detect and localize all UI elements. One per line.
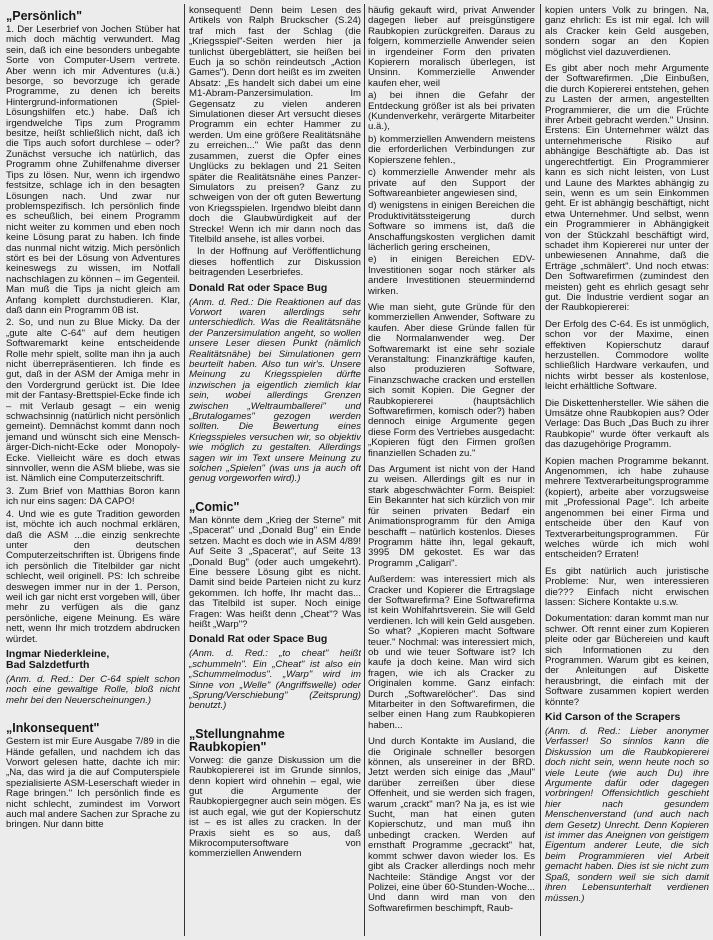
letter-paragraph: 4. Und wie es gute Tradition geworden ist, möchte ich auch nochmal erklären, daß die ASM ...die einzig senkrechte unter den deutschen Computerzeitschriften ist. Übrigens finde ich persönlich die Titelbilder gar nicht schlecht, weil originell. PS: Ich schreibe deswegen immer nur in der 1. Person, weil ich gar nicht erst vorgeben will, über mehr zu verfügen als die ganz persönliche, eigene Meinung. Es wäre nett, wenn Ihr mich trotzdem abdrucken würdet. xyxy=(6,508,180,645)
letter-paragraph: 1. Der Leserbrief von Jochen Stüber hat mich doch mächtig verwundert. Mag sein, daß ich eine besonders unbegabte Sorte von Computer-Usern vertrete. Aber wenn ich mir Adventures (u.ä.) besorge, so bevorzuge ich gerade Programme, zu denen ich bereits Hintergrund-informationen (Spiel- Lösungshilfen etc.) habe. Daß ich irgendwelche Tips zum Programm besitze, heißt schließlich nicht, daß ich die Tips auch sofort durchlese – oder? Zunächst versuche ich natürlich, das Programm ohne Zuhilfenahme diverser Tips zu lösen. Nur, wenn ich irgendwo festsitze, schlage ich in den besagten Lösungen nach. Und zwar nur problemspezifisch. Ich persönlich finde es scheußlich, bei einem Programm nicht weiter zu kommen und eben noch keine Lösung parat zu haben. Ich finde das nunmal nicht witzig. Mich persönlich stört es bei der Lösung von Adventures keineswegs zu wissen, im Notfall nachschlagen zu können – im Gegenteil. Man muß die Tips ja nicht gleich am Anfang komplett durchstudieren. Klar, daß dann ein Programm 0B ist. xyxy=(6,24,180,316)
letter-paragraph: Es gibt aber noch mehr Argumente der Softwarefirmen. „Die Einbußen, die durch Kopiererei entstehen, gehen zu Lasten der armen, angestellten Programmierer, die um die Früchte ihrer Arbeit gebracht werden." Unsinn. Erstens: Ein Unternehmer wälzt das unternehmerische Risiko auf abhängige Beschäftigte ab. Das ist ungerechtfertigt. Ein Programmierer kann es sich nicht leisten, von Lust und Laune des Marktes abhängig zu sein, wenn es um sein Einkommen geht. Er ist abhängig beschäftigt, nicht etwa Unternehmer. Und selbst, wenn ein Programmierer in Abhängigkeit von der Stückzahl beschäftigt wird, schadet ihm Kopiererei nur unter der unbewiesenen Annahme, daß die Erträge „schmälert". Und noch etwas: Den Softwarefirmen (zumindest den meisten) geht es ehrlich gesagt sehr gut. Die Industrie verdient sogar an der Raubkopiererei: xyxy=(545,63,709,314)
letter-heading: „Stellungnahme Raubkopien" xyxy=(189,726,285,754)
list-item: a) bei ihnen die Gefahr der Entdeckung größer ist als bei privaten (Kundenverkehr, verärgerte Mitarbeiter u.ä.), xyxy=(368,90,535,133)
list-item: c) kommerzielle Anwender mehr als private auf den Support der Softwareanbieter angewiesen sind, xyxy=(368,167,535,199)
letter-signature: Donald Rat oder Space Bug xyxy=(189,633,328,646)
column-3 xyxy=(368,6,535,936)
letter-heading: „Comic" xyxy=(189,499,240,514)
editor-note: (Anm. d. Red.: „to cheat" heißt „schummeln". Ein „Cheat" ist also ein „Schummelmodus". „Warp" wird im Sinne von „Welle" (Angriffswelle) oder „Sprung/Verschiebung" (Zeitsprung) benutzt.) xyxy=(189,648,361,712)
letter-paragraph: Kopien machen Programme bekannt. Angenommen, ich habe zuhause mehrere Textverarbeitungsprogramme (kopiert), arbeite aber vorzugsweise mit „Professional Page". Ich arbeite angenommen bei einer Firma und entscheide über den Kauf von Textverarbeitungsprogrammen. Für welches würde ich mich wohl entscheiden? Erraten! xyxy=(545,455,709,561)
letter-paragraph: 3. Zum Brief von Matthias Boron kann ich nur eins sagen: DA CAPO! xyxy=(6,485,180,508)
letter-heading: „Persönlich" xyxy=(6,9,83,23)
letter-paragraph: Der Erfolg des C-64. Es ist unmöglich, schon vor der Maxime, einen effektiven Kopierschutz darauf herzustellen. Commodore wollte schließlich Hardware verkaufen, und nichts wirbt besser als kostenlose, leicht erhältliche Software. xyxy=(545,318,709,393)
letter-signature xyxy=(6,649,180,671)
letter-paragraph: häufig gekauft wird, privat Anwender dagegen lieber auf preisgünstigere Raubkopien zurückgreifen. Daraus zu folgern, kommerzielle Anwender seien in irgendeiner Form den privaten Kopierern moralisch überlegen, ist Unsinn. Kommerzielle Anwender kaufen eher, weil xyxy=(368,6,535,89)
letter-paragraph: Man könnte dem „Krieg der Sterne" mit „Spacerat" und „Donald Bug" ein Ende setzen. Macht es doch wie in ASM 4/89! Auf Seite 3 „Spacerat", auf Seite 13 „Donald Bug" (oder auch umgekehrt). Eine bessere Lösung gibt es nicht. Damit sind beide Parteien nicht zu kurz gekommen. Ich hoffe, Ihr macht das... das Titelbild ist super. Noch einige Fragen: Was heißt denn „Cheat"? Was heißt „Warp"? xyxy=(189,514,361,630)
letter-paragraph: konsequent! Denn beim Lesen des Artikels von Ralph Bruckscher (S.24) traf mich fast der Schlag (die „Kriegsspiel"-Seiten werden hier ja tunlichst übergeblättert, sie heißen bei Euch ja so schön reindeutsch „Action Games"). Denn dort heißt es im zweiten Absatz: „Es handelt sich dabei um eine M1-Abram-Panzersimulation. Im Gegensatz zu vielen anderen Simulationen dieser Art versucht dieses Programm ein echter Hammer zu werden. Um eine größere Realitätsnähe zu erreichen..." Wie paßt das denn zusammen, zuerst die Opfer eines Unglücks zu beklagen und 21 Seiten später die Realitätsnähe eines Panzer-Simulators zu preisen? Ganz zu schweigen von der oft guten Bewertung von Kriegsspielen. Irgendwo bleibt dann doch die Glaubwürdigkeit auf der Strecke! Wenn ich mir dann noch das Titelbild ansehe, ist alles vorbei. xyxy=(189,6,361,245)
letter-paragraph: Wie man sieht, gute Gründe für den kommerziellen Anwender, Software zu kaufen. Aber diese Gründe fallen für die Normalanwender weg. Der Softwaremarkt ist eine sehr soziale Veranstaltung: Finanzkräftige kaufen, also produzieren Software, Finanzschwache cracken und erstellen sich somit Kopien. Die Gegner der Raubkopiererei (hauptsächlich Softwarefirmen, komisch oder?) haben dennoch einige Argumente gegen diese Form des Vertriebes ausgedacht: „Kopieren fügt den Firmen großen finanziellen Schaden zu." xyxy=(368,301,535,459)
editor-note: (Anm. d. Red.: Die Reaktionen auf das Vorwort waren allerdings sehr unterschiedlich. Was die Realitätsnähe der Panzersimulation angeht, so wollen unsere Leser diesen Punkt (nämlich Realitätsnähe) bei Simulationen gern beurteilt haben. Also tun wir's. Unsere Meinung zu Kriegsspielen dürfte inzwischen ja eigentlich ziemlich klar sein, wobei allerdings Grenzen zwischen „Weltraumballerei" und „Brutalogames" gezogen werden sollten. Die Bewertung eines Kriegsspieles versuchen wir, so objektiv wie möglich zu gestalten. Allerdings sagen wir im Text unsere Meinung zu solchen „Spielen" (was uns ja auch oft genug vorgeworfen wird).) xyxy=(189,296,361,485)
letter-signature: Kid Carson of the Scrapers xyxy=(545,711,681,723)
letter-paragraph: Vorweg: die ganze Diskussion um die Raubkopiererei ist im Grunde sinnlos, denn kopiert wird ohnehin – egal, wie gut die Argumente der Raubkopiergegner auch sein mögen. Es ist auch egal, wie gut der Kopierschutz ist – es ist alles zu cracken. In der Praxis sieht es so aus, daß Mikrocomputersoftware von kommerziellen Anwendern xyxy=(189,754,361,860)
list-item: e) in einigen Bereichen EDV-Investitionen sogar noch stärker als andere Investitionen steuermindernd wirken. xyxy=(368,254,535,297)
letter-paragraph: 2. So, und nun zu Blue Micky. Da der „gute alte C-64" auf dem heutigen Softwaremarkt keine entscheidende Rolle mehr spielt, sollte man ihn ja auch nicht überrepräsentieren. Ich finde es gut, daß in der ASM der Amiga mehr in den Vordergrund gerückt ist. Die Idee mit der Fantasy-Brettspiel-Ecke finde ich – mit Verlaub gesagt – ein wenig schwachsinnig (natürlich nicht persönlich gemeint). Demnächst kommt dann noch jemand und wünscht sich eine Mensch-ärger-Dich-nicht-Ecke oder Monopoly-Ecke. Vielleicht wäre es doch etwas sinnvoller, wenn die ASM bliebe, was sie ist. Nämlich eine Computerzeitschrift. xyxy=(6,317,180,485)
column-4 xyxy=(545,6,709,936)
column-2 xyxy=(189,6,361,936)
list-item: b) kommerziellen Anwendern meistens die erforderlichen Verbindungen zur Kopierszene fehlen., xyxy=(368,133,535,166)
signature-city: Bad Salzdetfurth xyxy=(6,658,90,671)
column-divider xyxy=(540,4,541,936)
letter-paragraph: Außerdem: was interessiert mich als Cracker und Kopierer die Ertragslage der Softwarefirma? Eine Softwarefirma ist kein Wohlfahrtsverein. Sie will Geld verdienen. Ich will kein Geld ausgeben. So what? „Kopieren macht Software teuer." Nochmal: was interessiert mich, ob und wie teuer Software ist? Ich kaufe ja doch keine. Man wird sich fragen, wie ich als Cracker zu Originalen komme. Ganz einfach: Durch „Softwarelöcher". Das sind Mitarbeiter in den Softwarefirmen, die selber einen Hang zum Raubkopieren haben... xyxy=(368,574,535,731)
letter-paragraph: Dokumentation: daran kommt man nur schwer. Oft rennt einer zum Kopieren pleite oder gar Büchereien und kauft sich Informationen zu den Programmen. Warum gibt es keinen, der Anleitungen auf Diskette herausbringt, die einfach mit der Software zusammen kopiert werden könnte? xyxy=(545,613,709,708)
editor-note: (Anm. d. Red.: Der C-64 spielt schon noch eine gewaltige Rolle, bloß nicht mehr bei den Neuerscheinungen.) xyxy=(6,673,180,706)
letter-paragraph: kopien unters Volk zu bringen. Na, ganz ehrlich: Es ist mir egal. Ich will als Cracker kein Geld ausgeben, sondern sogar an den Kopien möglichst viel dazuverdienen. xyxy=(545,6,709,58)
letter-signature: Donald Rat oder Space Bug xyxy=(189,281,328,294)
column-divider xyxy=(184,4,185,936)
editor-note: (Anm. d. Red.: Lieber anonymer Verfasser! So sinnlos kann die Diskussion um die Raubkopiererei doch nicht sein, wenn heute noch so viele Leute (wie auch Du) ihre Argumente dafür oder dagegen vorbringen! Offensichtlich geschieht hier nach gesundem Menschenverstand (und auch nach dem Gesetz) Unrecht. Denn Kopieren ist immer das Aneignen von geistigem Eigentum anderer Leute, die sich beim Programmieren viel Arbeit gemacht haben. Dies ist sie nicht zum Spaß, sondern weil sie sich damit ihren Lebensunterhalt verdienen müssen.) xyxy=(545,726,709,904)
letter-paragraph: Gestern ist mir Eure Ausgabe 7/89 in die Hände gefallen, und nachdem ich das Vorwort gelesen hatte, dachte ich mir: „Na, das wird ja die auf Computerspiele spezialisierte ASM-Leserschaft wieder in Rage bringen." Ich persönlich finde es nicht schlecht, zumindest im Vorwort auch mal andere Sachen zur Sprache zu bringen. Nur dann bitte xyxy=(6,736,180,831)
list-item: d) wenigstens in einigen Bereichen die Produktivitätssteigerung durch Software so immens ist, daß die Anschaffungskosten verglichen damit lächerlich gering erscheinen, xyxy=(368,200,535,253)
letter-paragraph: Es gibt natürlich auch juristische Probleme: Nur, wen interessieren die??? Einfach nicht erwischen lassen: Sichere Kontakte u.s.w. xyxy=(545,565,709,608)
letter-paragraph: Und durch Kontakte im Ausland, die die Originale schneller besorgen können, als unsereiner in der BRD. Jetzt werden sich einige das „Maul" darüber zerreißen über diese Offenheit, und sie werden sich fragen, warum „crackt" man? Na ja, es ist wie Sucht, man hat einen guten Kopierschutz, und man muß ihn unbedingt cracken. Werden auf ernsthaft Programme „gecrackt" hat, kommt schwer davon wieder los. Es gibt als Cracker allerdings noch mehr Nachteile: Ständige Angst vor der Polizei, eine über 60-Stunden-Woche... Und dann wird man von den Softwarefirmen beschimpft, Raub- xyxy=(368,736,535,914)
column-1 xyxy=(6,6,180,936)
letter-paragraph: In der Hoffnung auf Veröffentlichung dieses hoffentlich zur Diskussion beitragenden Leserbriefes. xyxy=(189,246,361,279)
letter-paragraph: Die Diskettenhersteller. Wie sähen die Umsätze ohne Raubkopien aus? Oder Verlage: Das Buch „Das Buch zu ihrer Raubkopie" wurde öfter verkauft als das dazugehörige Programm. xyxy=(545,397,709,451)
letter-paragraph: Das Argument ist nicht von der Hand zu weisen. Allerdings gilt es nur in stark abgeschwächter Form. Beispiel: Ein Bekannter hat sich kürzlich von mir für seinen privaten Bedarf ein Animationsprogramm für den Amiga beschafft – natürlich kostenlos. Dieses Programm hätte ihn, legal gekauft, 3995 DM gekostet. Es war das Programm „Caligari". xyxy=(368,464,535,569)
signature-name: Ingmar Niederkleine, xyxy=(6,647,110,660)
column-divider xyxy=(364,4,365,936)
letter-heading: „Inkonsequent" xyxy=(6,721,100,736)
